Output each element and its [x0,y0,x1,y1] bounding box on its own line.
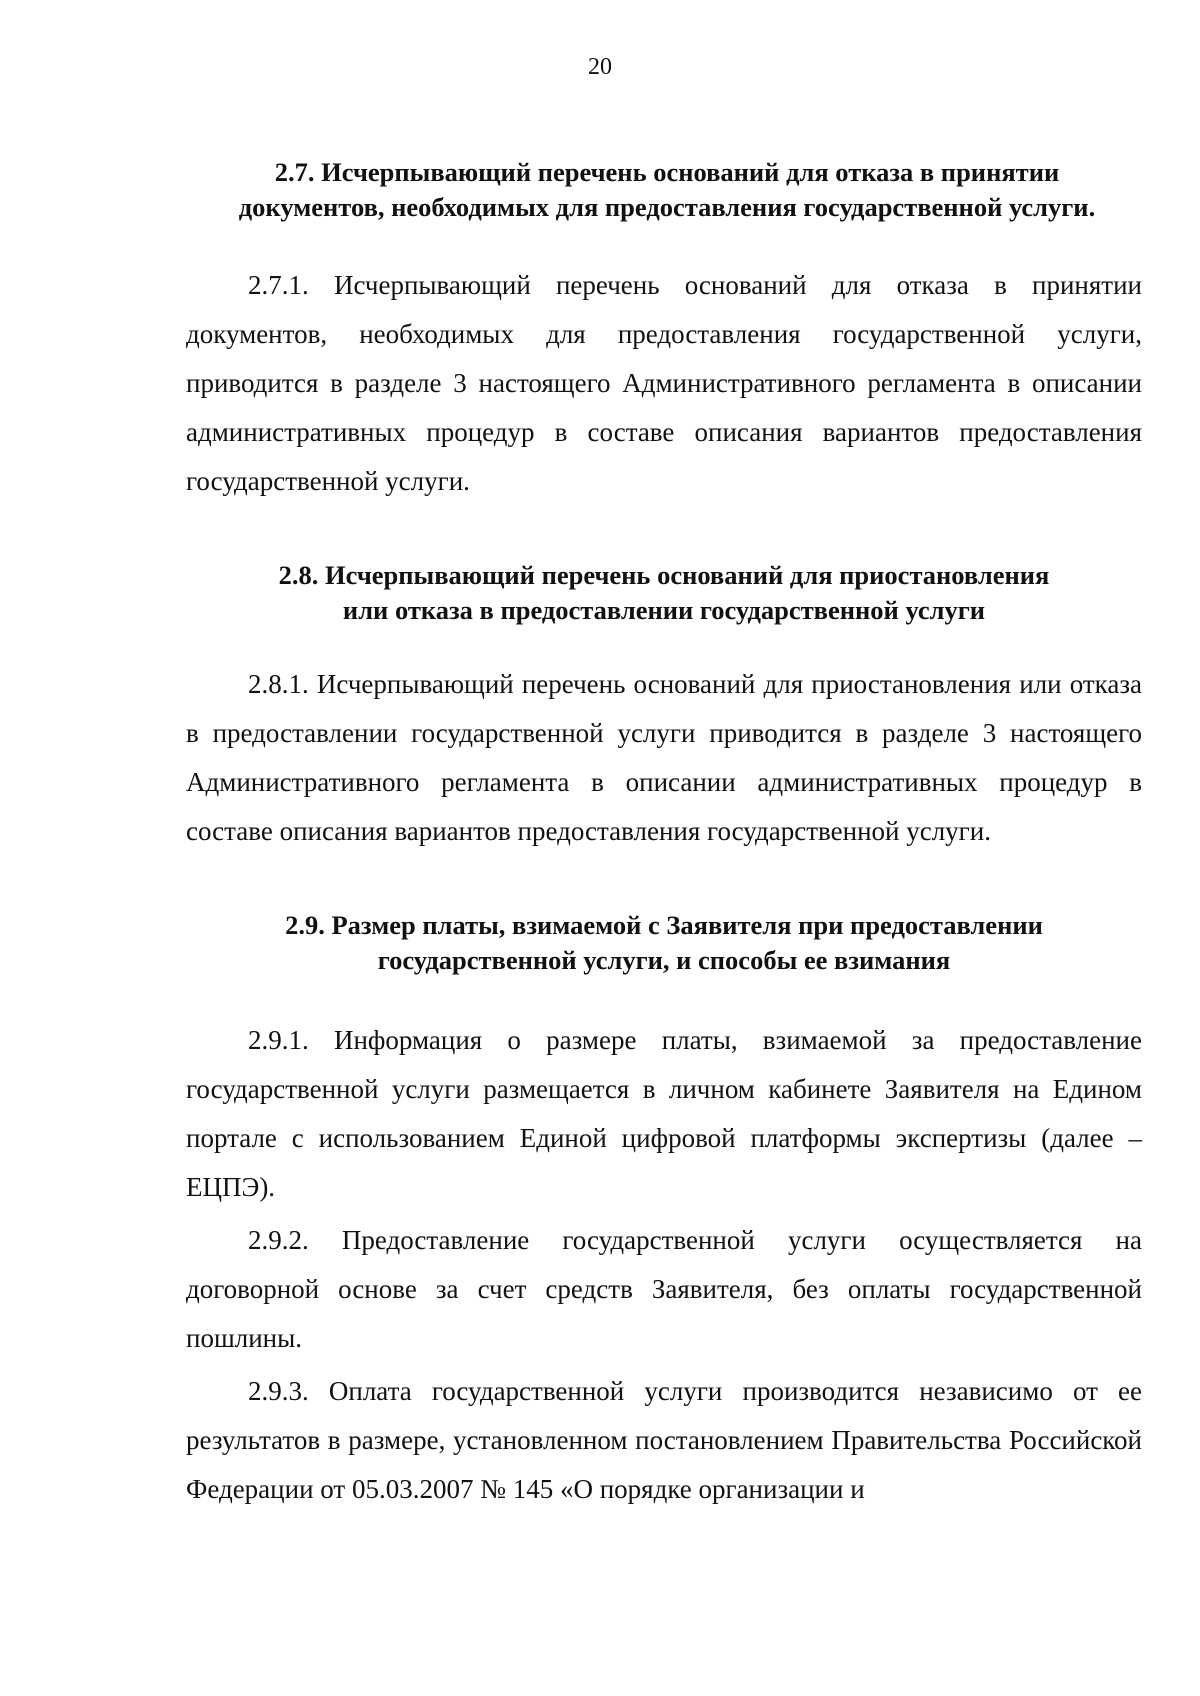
heading-line: государственной услуги, и способы ее взимания [377,945,951,975]
page-number: 20 [588,54,612,80]
section-heading-2-9 [186,908,1142,978]
section-heading-2-8 [186,558,1142,628]
heading-line: 2.8. Исчерпывающий перечень оснований для приостановления [278,560,1050,590]
section-heading-2-7 [192,155,1142,225]
paragraph-2-9-2: 2.9.2. Предоставление государственной услуги осуществляется на договорной основе за счет средств Заявителя, без оплаты государственной пошлины. [186,1225,1142,1353]
heading-line: или отказа в предоставлении государственной услуги [342,595,986,625]
heading-line: документов, необходимых для предоставления государственной услуги. [238,192,1096,222]
paragraph-2-9-3: 2.9.3. Оплата государственной услуги производится независимо от ее результатов в размере, установленном постановлением Правительства Российской Федерации от 05.03.2007 № 145 «О порядке организации и [186,1376,1142,1504]
heading-line: 2.7. Исчерпывающий перечень оснований для отказа в принятии [274,157,1060,187]
paragraph-2-8-1: 2.8.1. Исчерпывающий перечень оснований для приостановления или отказа в предоставлении государственной услуги приводится в разделе 3 настоящего Административного регламента в описании административных процедур в составе описания вариантов предоставления государственной услуги. [186,669,1142,846]
document-body [186,155,1142,1514]
paragraph-2-9-1: 2.9.1. Информация о размере платы, взимаемой за предоставление государственной услуги размещается в личном кабинете Заявителя на Едином портале с использованием Единой цифровой платформы экспертизы (далее – ЕЦПЭ). [186,1025,1142,1202]
heading-line: 2.9. Размер платы, взимаемой с Заявителя при предоставлении [285,910,1043,940]
paragraph-2-7-1: 2.7.1. Исчерпывающий перечень оснований для отказа в принятии документов, необходимых для предоставления государственной услуги, приводится в разделе 3 настоящего Административного регламента в описании административных процедур в составе описания вариантов предоставления государственной услуги. [186,270,1142,496]
